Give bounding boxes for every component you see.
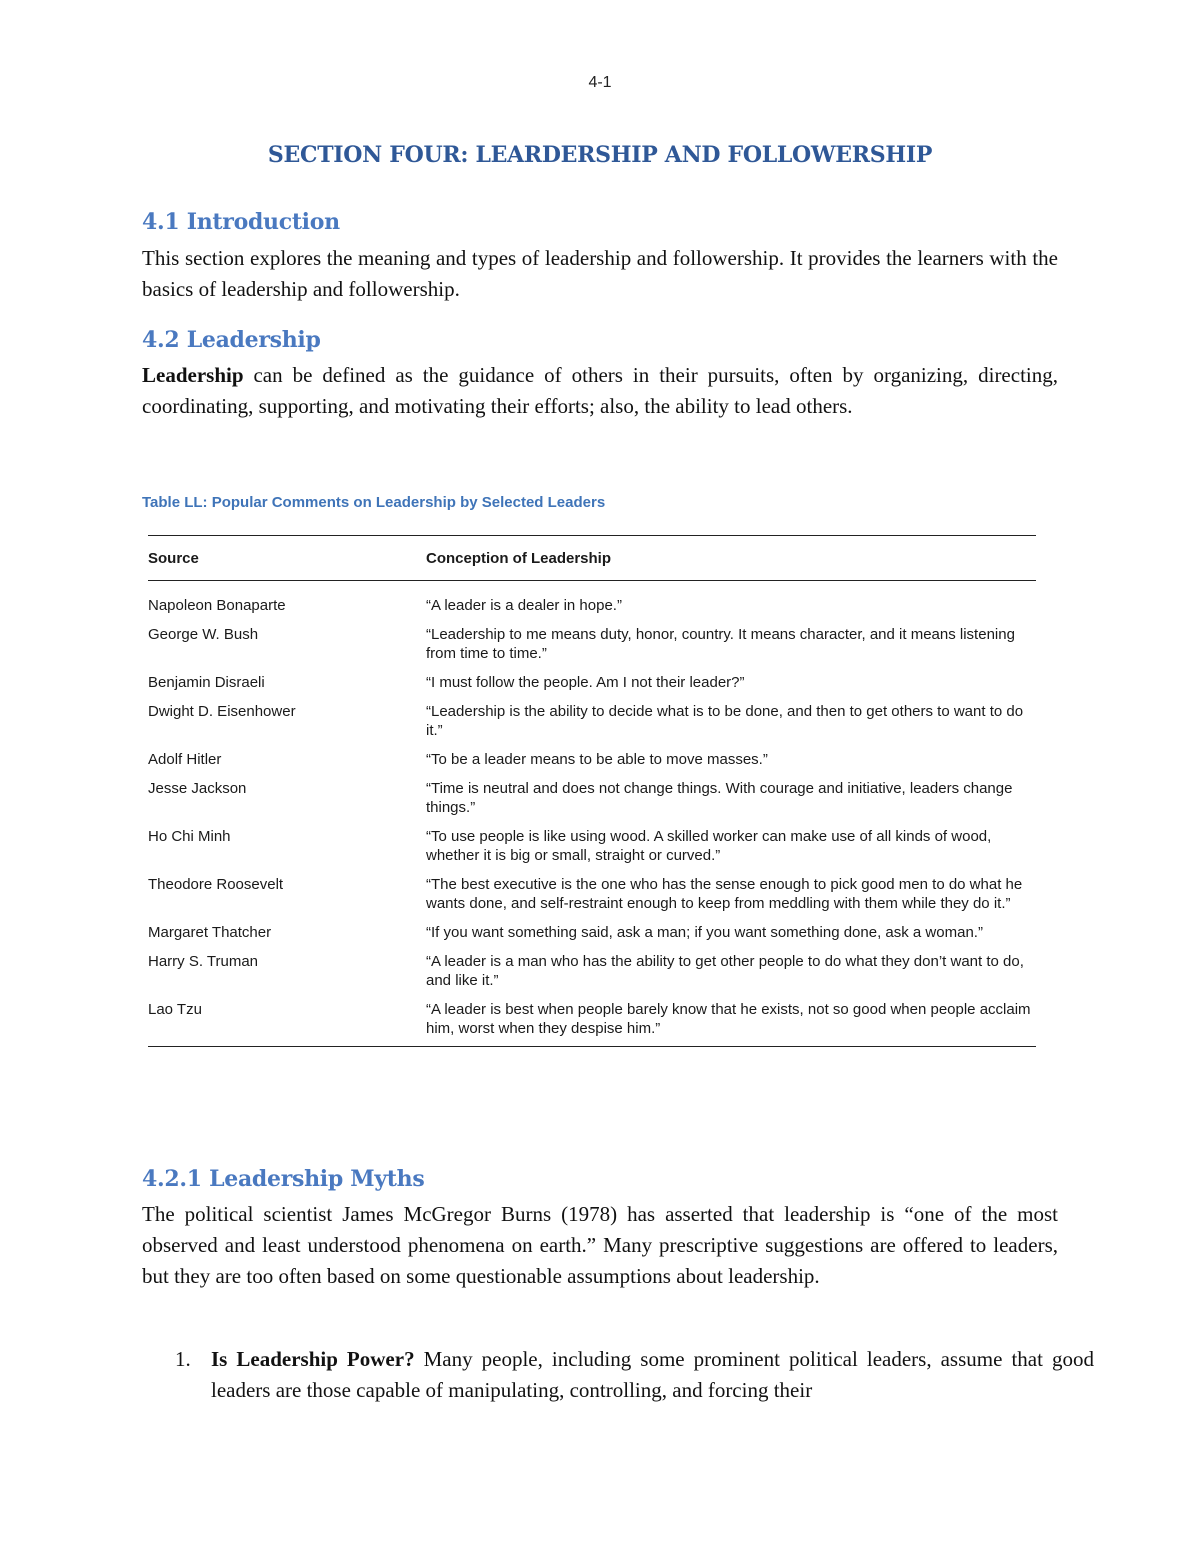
list-item xyxy=(175,1344,1094,1406)
page-number: 4-1 xyxy=(588,74,612,91)
table-row xyxy=(148,774,1036,822)
section-title: SECTION FOUR: LEARDERSHIP AND FOLLOWERSHIP xyxy=(267,142,933,168)
intro-heading: 4.1 Introduction xyxy=(142,209,340,235)
table-row xyxy=(148,995,1036,1047)
table-cell-quote: “A leader is a dealer in hope.” xyxy=(426,597,622,614)
myths-list xyxy=(175,1344,1094,1406)
table-header-source: Source xyxy=(148,536,426,581)
table-row xyxy=(148,870,1036,918)
table-cell-source: Jesse Jackson xyxy=(148,780,247,797)
table-row xyxy=(148,822,1036,870)
table-cell-source: Benjamin Disraeli xyxy=(148,674,265,691)
list-item-text: Many people, including some prominent political leaders, assume that good leaders are those capable of manipulating, controlling, and forcing their xyxy=(211,1347,1094,1402)
table-cell-quote: “Leadership is the ability to decide what is to be done, and then to get others to want to do it.” xyxy=(426,703,1024,739)
table-header-row xyxy=(148,536,1036,581)
intro-paragraph: This section explores the meaning and types of leadership and followership. It provides the learners with the basics of leadership and followership. xyxy=(142,246,1058,301)
leadership-definition: can be defined as the guidance of others in their pursuits, often by organizing, directing, coordinating, supporting, and motivating their efforts; also, the ability to lead others. xyxy=(142,363,1058,418)
table-row xyxy=(148,918,1036,947)
table-cell-source: Napoleon Bonaparte xyxy=(148,597,286,614)
leadership-quotes-table xyxy=(148,535,1036,1047)
table-row xyxy=(148,668,1036,697)
table-cell-quote: “The best executive is the one who has the sense enough to pick good men to do what he wants done, and self-restraint enough to keep from meddling with them while they do it.” xyxy=(426,876,1023,912)
table-cell-source: George W. Bush xyxy=(148,626,259,643)
table-cell-quote: “To be a leader means to be able to move masses.” xyxy=(426,751,768,768)
table-row xyxy=(148,697,1036,745)
table-cell-source: Lao Tzu xyxy=(148,995,426,1047)
table-row xyxy=(148,620,1036,668)
table-cell-quote: “To use people is like using wood. A skilled worker can make use of all kinds of wood, whether it is big or small, straight or curved.” xyxy=(426,828,992,864)
leadership-paragraph xyxy=(142,360,1058,422)
table-cell-source: Margaret Thatcher xyxy=(148,924,272,941)
table-row xyxy=(148,947,1036,995)
leadership-heading: 4.2 Leadership xyxy=(142,327,321,353)
table-header-conception: Conception of Leadership xyxy=(426,536,1036,581)
list-item-number: 1. xyxy=(175,1347,191,1371)
myths-heading: 4.2.1 Leadership Myths xyxy=(142,1166,425,1192)
table-body xyxy=(148,581,1036,1047)
myths-paragraph: The political scientist James McGregor Burns (1978) has asserted that leadership is “one of the most observed and least understood phenomena on earth.” Many prescriptive suggestions are offered to leaders, but they are too often based on some questionable assumptions about leadership. xyxy=(142,1202,1058,1288)
table-row xyxy=(148,745,1036,774)
list-item-title: Is Leadership Power? xyxy=(211,1347,415,1371)
table-cell-quote: “A leader is best when people barely know that he exists, not so good when people acclaim him, worst when they despise him.” xyxy=(426,995,1036,1047)
table-cell-source: Dwight D. Eisenhower xyxy=(148,703,296,720)
table-cell-quote: “If you want something said, ask a man; if you want something done, ask a woman.” xyxy=(426,924,983,941)
table-row xyxy=(148,581,1036,621)
table-cell-quote: “Time is neutral and does not change things. With courage and initiative, leaders change things.” xyxy=(426,780,1013,816)
table-caption: Table LL: Popular Comments on Leadership by Selected Leaders xyxy=(142,494,606,511)
leadership-term: Leadership xyxy=(142,363,244,387)
table-cell-source: Harry S. Truman xyxy=(148,953,259,970)
table-cell-source: Adolf Hitler xyxy=(148,751,222,768)
table-cell-quote: “Leadership to me means duty, honor, country. It means character, and it means listening from time to time.” xyxy=(426,626,1015,662)
table-cell-quote: “I must follow the people. Am I not their leader?” xyxy=(426,674,745,691)
table-cell-source: Theodore Roosevelt xyxy=(148,876,284,893)
table-cell-quote: “A leader is a man who has the ability to get other people to do what they don’t want to do, and like it.” xyxy=(426,953,1024,989)
table-cell-source: Ho Chi Minh xyxy=(148,828,231,845)
